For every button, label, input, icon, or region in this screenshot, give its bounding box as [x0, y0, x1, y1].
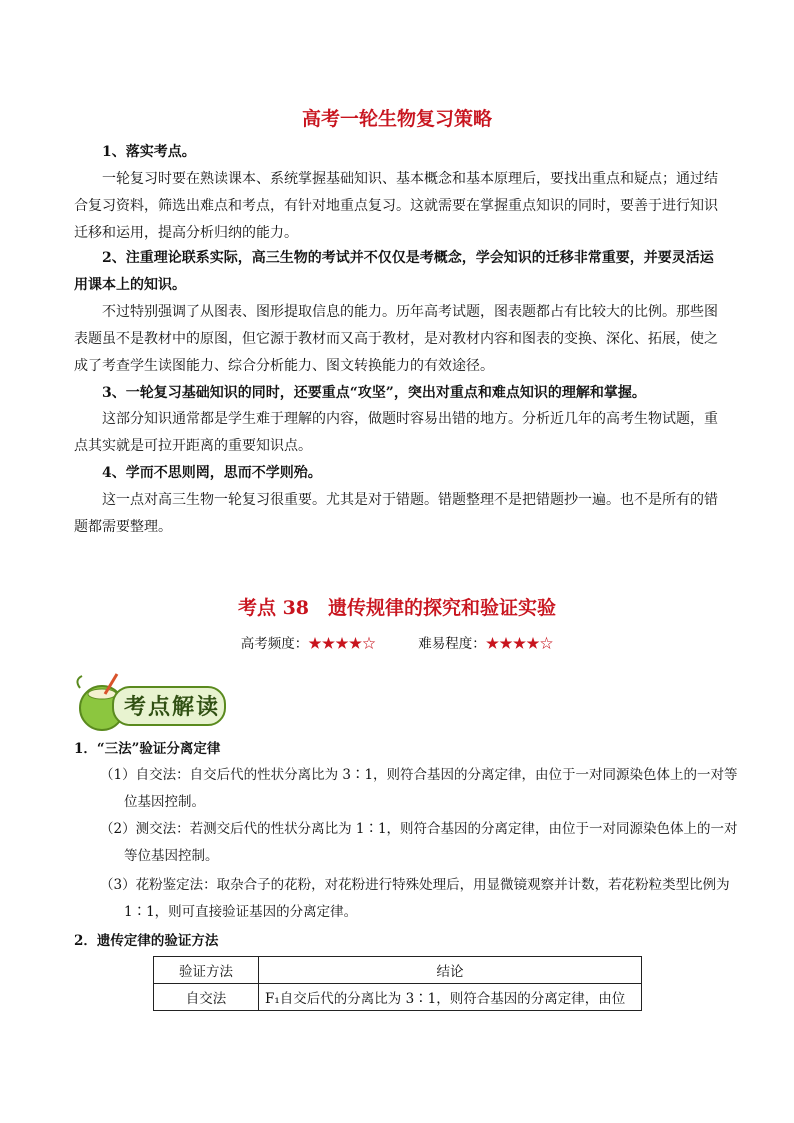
topic-badge	[72, 670, 228, 732]
badge-label: 考点解读	[124, 694, 221, 720]
table-header-cell: 结论	[259, 957, 642, 984]
frequency-stars: ★★★★☆	[308, 636, 376, 652]
section1-item-1: （1）自交法：自交后代的性状分离比为 3∶1，则符合基因的分离定律，由位于一对同源染色体上的一对等位基因控制。	[100, 767, 738, 810]
section2-heading: 2．遗传定律的验证方法	[74, 933, 219, 949]
difficulty-stars: ★★★★☆	[485, 636, 554, 652]
section1-item-2: （2）测交法：若测交后代的性状分离比为 1∶1，则符合基因的分离定律，由位于一对同源染色体上的一对等位基因控制。	[100, 821, 738, 864]
strategy-heading-4: 4、学而不思则罔，思而不学则殆。	[102, 465, 322, 481]
page-title: 高考一轮生物复习策略	[301, 108, 492, 130]
difficulty-label: 难易程度：	[418, 636, 486, 652]
table-cell: 自交法	[154, 984, 259, 1011]
table-cell: F₁自交后代的分离比为 3∶1，则符合基因的分离定律，由位	[259, 984, 642, 1011]
strategy-heading-3: 3、一轮复习基础知识的同时，还要重点“攻坚”，突出对重点和难点知识的理解和掌握。	[102, 385, 646, 401]
table-header-row	[154, 957, 642, 984]
strategy-paragraph-1: 一轮复习时要在熟读课本、系统掌握基础知识、基本概念和基本原理后，要找出重点和疑点；通过结合复习资料，筛选出难点和考点，有针对地重点复习。这就需要在掌握重点知识的同时，要善于进行知识迁移和运用，提高分析归纳的能力。	[74, 171, 718, 241]
frequency-label: 高考频度：	[240, 636, 309, 652]
topic-title: 考点 38 遗传规律的探究和验证实验	[237, 597, 557, 619]
strategy-heading-2: 2、注重理论联系实际，高三生物的考试并不仅仅是考概念，学会知识的迁移非常重要，并要灵活运用课本上的知识。	[74, 250, 714, 293]
section1-heading: 1．“三法”验证分离定律	[74, 741, 221, 757]
verification-table	[153, 956, 642, 1011]
rating-line	[0, 632, 794, 652]
strategy-paragraph-4: 这一点对高三生物一轮复习很重要。尤其是对于错题。错题整理不是把错题抄一遍。也不是所有的错题都需要整理。	[74, 492, 718, 535]
strategy-paragraph-3: 这部分知识通常都是学生难于理解的内容，做题时容易出错的地方。分析近几年的高考生物试题，重点其实就是可拉开距离的重要知识点。	[74, 411, 718, 454]
table-header-cell: 验证方法	[154, 957, 259, 984]
table-row	[154, 984, 642, 1011]
strategy-heading-1: 1、落实考点。	[102, 144, 196, 160]
section1-item-3: （3）花粉鉴定法：取杂合子的花粉，对花粉进行特殊处理后，用显微镜观察并计数，若花粉粒类型比例为 1∶1，则可直接验证基因的分离定律。	[100, 877, 730, 920]
strategy-paragraph-2: 不过特别强调了从图表、图形提取信息的能力。历年高考试题，图表题都占有比较大的比例。那些图表题虽不是教材中的原图，但它源于教材而又高于教材，是对教材内容和图表的变换、深化、拓展，使之成了考查学生读图能力、综合分析能力、图文转换能力的有效途径。	[74, 304, 718, 374]
